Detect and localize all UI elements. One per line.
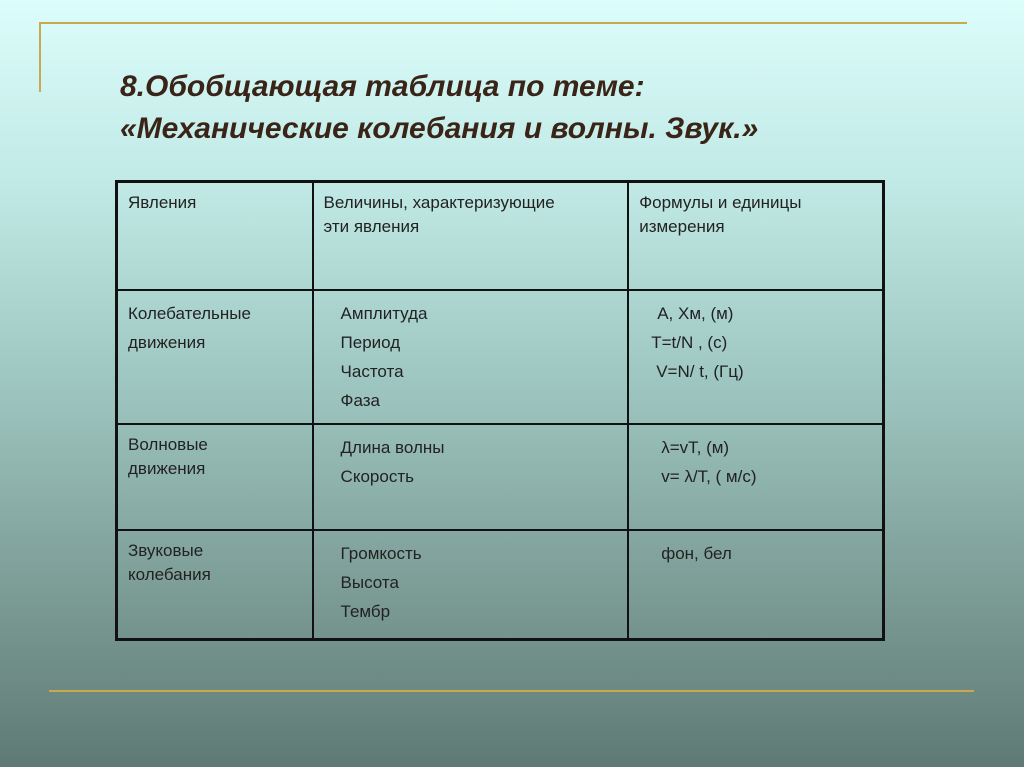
formula-item: фон, бел — [661, 543, 732, 563]
title-line-1: 8.Обобщающая таблица по теме: — [120, 70, 645, 103]
phenomenon-line: колебания — [128, 564, 211, 584]
row-formulas — [628, 530, 883, 640]
quantity-item: Тембр — [340, 601, 391, 621]
table-row — [117, 424, 884, 530]
summary-table — [115, 180, 885, 641]
table-header-row — [117, 182, 884, 290]
row-phenomenon — [117, 530, 313, 640]
formula-item: А, Хм, (м) — [657, 303, 734, 323]
quantity-item: Амплитуда — [340, 303, 428, 323]
formula-item: v= λ/T, ( м/с) — [661, 466, 757, 486]
table-row — [117, 290, 884, 424]
row-phenomenon — [117, 424, 313, 530]
row-quantities — [313, 424, 629, 530]
header-formulas-line1: Формулы и единицы — [639, 193, 802, 212]
row-formulas — [628, 424, 883, 530]
header-quantities-line1: Величины, характеризующие — [323, 193, 555, 212]
row-quantities — [313, 290, 629, 424]
formula-item: Т=t/N , (с) — [651, 332, 728, 352]
header-quantities — [313, 182, 629, 290]
header-formulas-line2: измерения — [639, 217, 725, 236]
bottom-decor-line — [49, 690, 974, 692]
header-formulas — [628, 182, 883, 290]
row-formulas — [628, 290, 883, 424]
phenomenon-line: Звуковые — [128, 540, 204, 560]
phenomenon-line: движения — [128, 458, 206, 478]
header-phenomena-text: Явления — [128, 193, 197, 212]
quantity-item: Скорость — [340, 466, 414, 486]
table-row — [117, 530, 884, 640]
slide-title — [120, 66, 940, 150]
title-line-2: «Механические колебания и волны. Звук.» — [120, 112, 759, 145]
left-decor-line — [39, 22, 41, 92]
header-phenomena — [117, 182, 313, 290]
quantity-item: Частота — [340, 361, 404, 381]
formula-item: λ=vТ, (м) — [661, 437, 730, 457]
quantity-item: Период — [340, 332, 401, 352]
quantity-item: Высота — [340, 572, 399, 592]
row-quantities — [313, 530, 629, 640]
phenomenon-line: Колебательные — [128, 303, 251, 323]
row-phenomenon — [117, 290, 313, 424]
phenomenon-line: Волновые — [128, 434, 208, 454]
quantity-item: Громкость — [340, 543, 422, 563]
formula-item: V=N/ t, (Гц) — [656, 361, 744, 381]
phenomenon-line: движения — [128, 332, 206, 352]
quantity-item: Длина волны — [340, 437, 445, 457]
header-quantities-line2: эти явления — [323, 217, 420, 236]
top-decor-line — [39, 22, 967, 24]
quantity-item: Фаза — [340, 390, 380, 410]
